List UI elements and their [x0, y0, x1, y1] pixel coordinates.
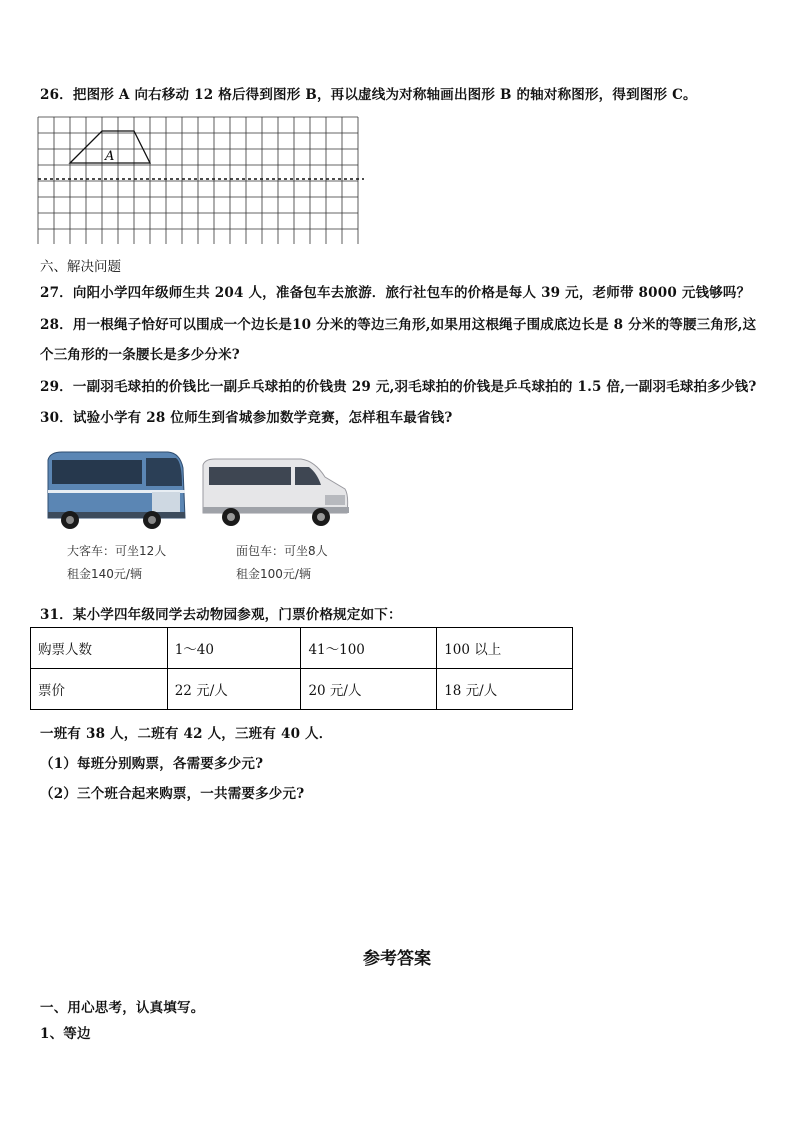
- bus-rent-caption: 租金140元/辆: [67, 567, 142, 581]
- van-seats-caption: 面包车：可坐8人: [236, 544, 328, 558]
- table-cell: 1～40: [167, 628, 301, 669]
- section-6-heading: 六、解决问题: [40, 259, 121, 275]
- bus-image: [40, 446, 188, 536]
- answers-section-1-heading: 一、用心思考，认真填写。: [40, 1000, 205, 1016]
- grid-figure: [37, 116, 367, 244]
- table-cell: 购票人数: [31, 628, 168, 669]
- answer-1: 1、等边: [40, 1026, 91, 1042]
- answers-title: 参考答案: [363, 949, 431, 969]
- table-row: [31, 669, 573, 710]
- table-cell: 20 元/人: [301, 669, 437, 710]
- van-image: [197, 455, 352, 535]
- table-cell: 41～100: [301, 628, 437, 669]
- question-31-text: 31．某小学四年级同学去动物园参观，门票价格规定如下：: [40, 607, 402, 623]
- ticket-price-table: [30, 627, 573, 710]
- question-27-text: 27．向阳小学四年级师生共 204 人，准备包车去旅游．旅行社包车的价格是每人 39 元，老师带 8000 元钱够吗？: [40, 285, 751, 301]
- table-cell: 22 元/人: [167, 669, 301, 710]
- table-cell: 100 以上: [437, 628, 573, 669]
- question-31-class-info: 一班有 38 人，二班有 42 人，三班有 40 人．: [40, 726, 333, 742]
- question-29-text: 29．一副羽毛球拍的价钱比一副乒乓球拍的价钱贵 29 元,羽毛球拍的价钱是乒乓球拍的 1.5 倍,一副羽毛球拍多少钱?: [40, 379, 757, 395]
- question-30-text: 30．试验小学有 28 位师生到省城参加数学竞赛，怎样租车最省钱?: [40, 410, 453, 426]
- table-cell: 票价: [31, 669, 168, 710]
- question-28-line1: 28．用一根绳子恰好可以围成一个边长是10 分米的等边三角形,如果用这根绳子围成底边长是 8 分米的等腰三角形,这: [40, 317, 757, 333]
- shape-a-label: A: [105, 149, 115, 164]
- bus-seats-caption: 大客车：可坐12人: [67, 544, 167, 558]
- question-31-sub2: （2）三个班合起来购票，一共需要多少元?: [40, 786, 305, 802]
- table-cell: 18 元/人: [437, 669, 573, 710]
- question-31-sub1: （1）每班分别购票，各需要多少元?: [40, 756, 264, 772]
- table-row: [31, 628, 573, 669]
- van-rent-caption: 租金100元/辆: [236, 567, 311, 581]
- question-26-text: 26．把图形 A 向右移动 12 格后得到图形 B，再以虚线为对称轴画出图形 B 的轴对称图形，得到图形 C。: [40, 87, 697, 103]
- question-28-line2: 个三角形的一条腰长是多少分米?: [40, 347, 240, 363]
